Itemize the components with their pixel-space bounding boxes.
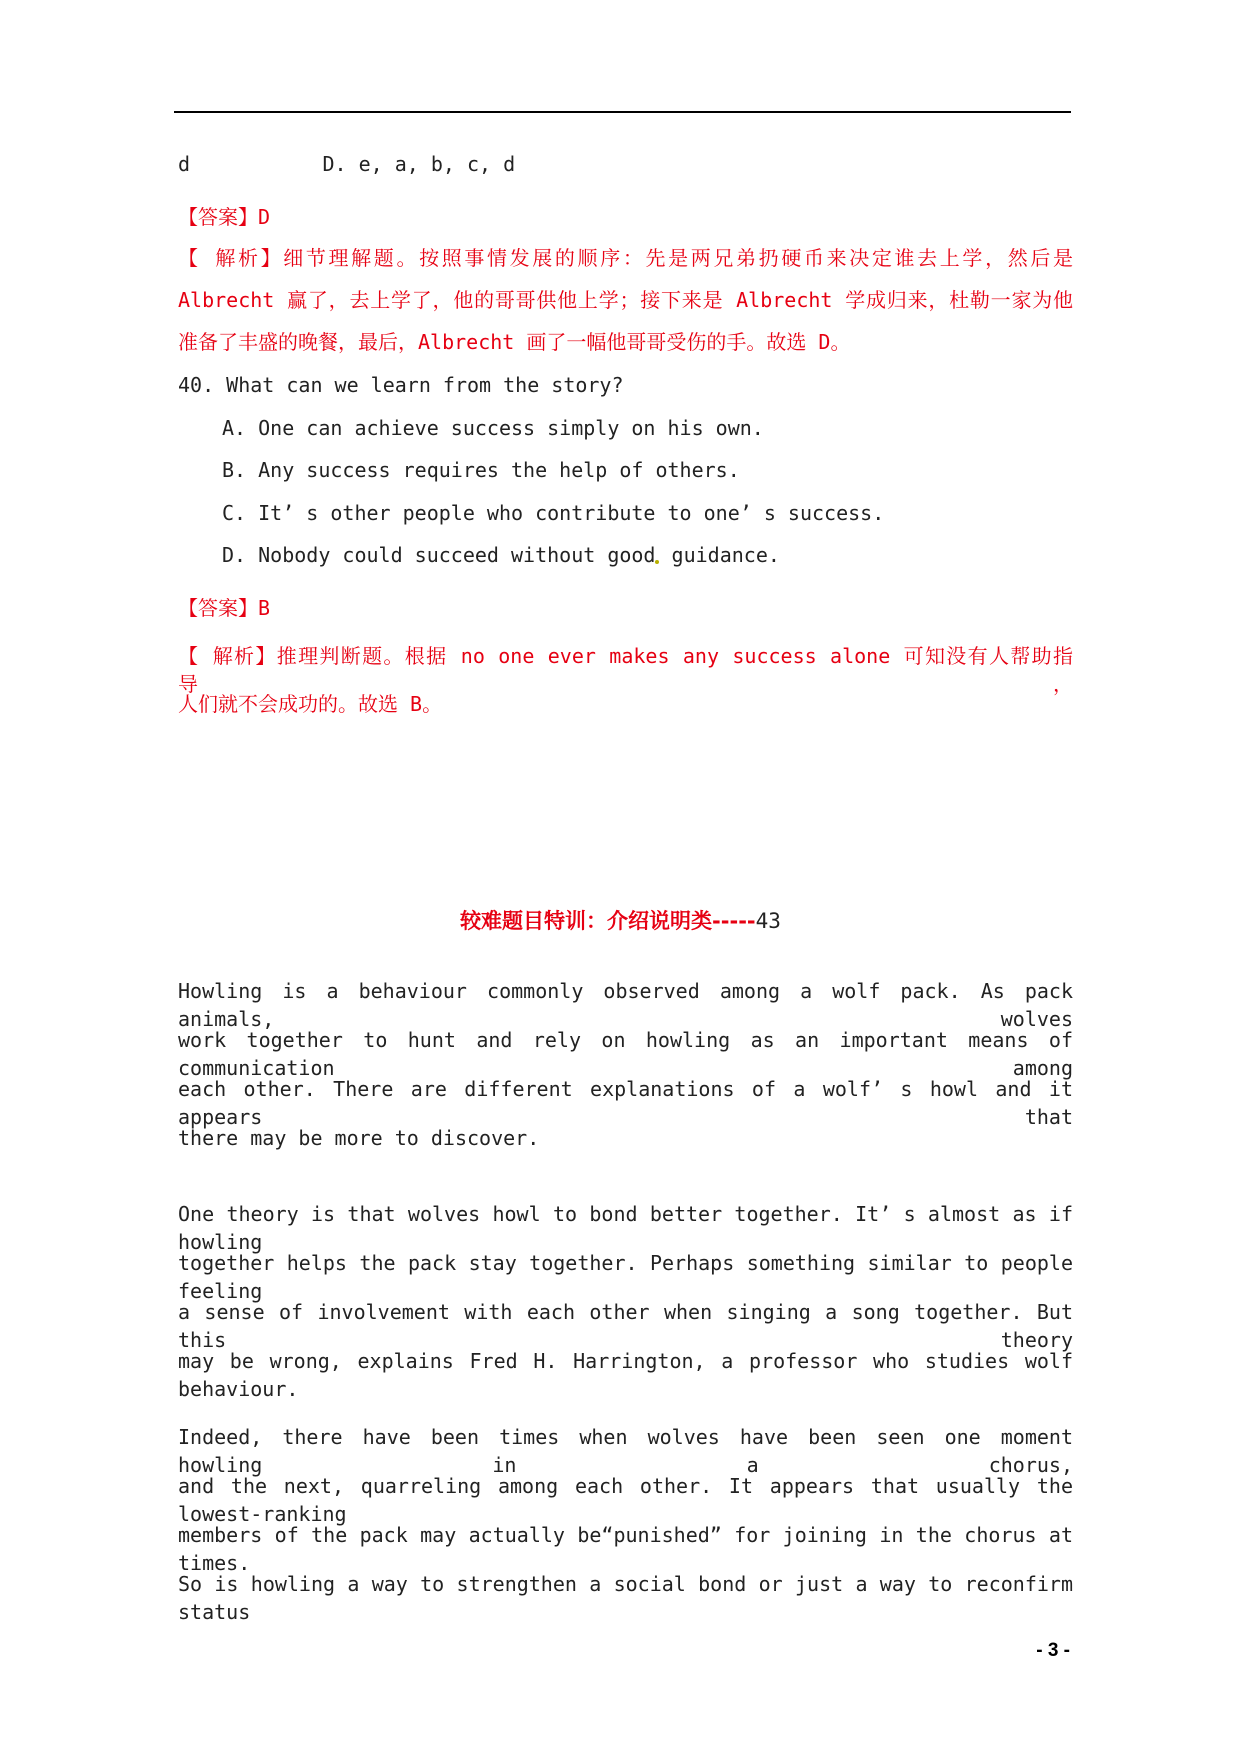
analysis-line: Albrecht 赢了，去上学了，他的哥哥供他上学；接下来是 Albrecht 学成归来，杜勒一家为他 — [178, 288, 1073, 312]
passage-line: each other. There are different explanations of a wolf’ s howl and it appears that — [178, 1077, 1073, 1129]
passage-line: a sense of involvement with each other when singing a song together. But this theory — [178, 1300, 1073, 1352]
passage-line: there may be more to discover. — [178, 1126, 540, 1150]
passage-line: Howling is a behaviour commonly observed among a wolf pack. As pack animals, wolves — [178, 979, 1073, 1031]
cursor-mark — [655, 560, 659, 564]
section-title: 较难题目特训：介绍说明类-----43 — [460, 909, 781, 933]
passage-line: and the next, quarreling among each other. It appears that usually the lowest-ranking — [178, 1474, 1073, 1526]
analysis-line: 【 解析】细节理解题。按照事情发展的顺序：先是两兄弟扔硬币来决定谁去上学，然后是 — [178, 246, 1073, 270]
passage-line: members of the pack may actually be“punished” for joining in the chorus at times. — [178, 1523, 1073, 1575]
analysis-line: 人们就不会成功的。故选 B。 — [178, 692, 443, 716]
passage-line: One theory is that wolves howl to bond better together. It’ s almost as if howling — [178, 1202, 1073, 1254]
passage-line: work together to hunt and rely on howling as an important means of communication among — [178, 1028, 1073, 1080]
header-rule — [174, 111, 1071, 113]
options-tail: d D. e, a, b, c, d — [178, 152, 516, 176]
answer-label: 【答案】D — [178, 205, 271, 229]
answer-label: 【答案】B — [178, 596, 271, 620]
question-40: 40. What can we learn from the story? — [178, 373, 624, 397]
analysis-line: 准备了丰盛的晚餐，最后，Albrecht 画了一幅他哥哥受伤的手。故选 D。 — [178, 330, 851, 354]
page-number: - 3 - — [1036, 1640, 1070, 1661]
option-c: C. It’ s other people who contribute to one’ s success. — [222, 501, 885, 525]
passage-line: So is howling a way to strengthen a social bond or just a way to reconfirm status — [178, 1572, 1073, 1624]
option-b: B. Any success requires the help of others. — [222, 458, 740, 482]
option-d: D. Nobody could succeed without good guidance. — [222, 543, 780, 567]
passage-line: may be wrong, explains Fred H. Harrington, a professor who studies wolf behaviour. — [178, 1349, 1073, 1401]
option-a: A. One can achieve success simply on his own. — [222, 416, 764, 440]
passage-line: Indeed, there have been times when wolves have been seen one moment howling in a chorus, — [178, 1425, 1073, 1477]
passage-line: together helps the pack stay together. Perhaps something similar to people feeling — [178, 1251, 1073, 1303]
analysis-line: 【 解析】推理判断题。根据 no one ever makes any success alone 可知没有人帮助指导， — [178, 644, 1073, 696]
